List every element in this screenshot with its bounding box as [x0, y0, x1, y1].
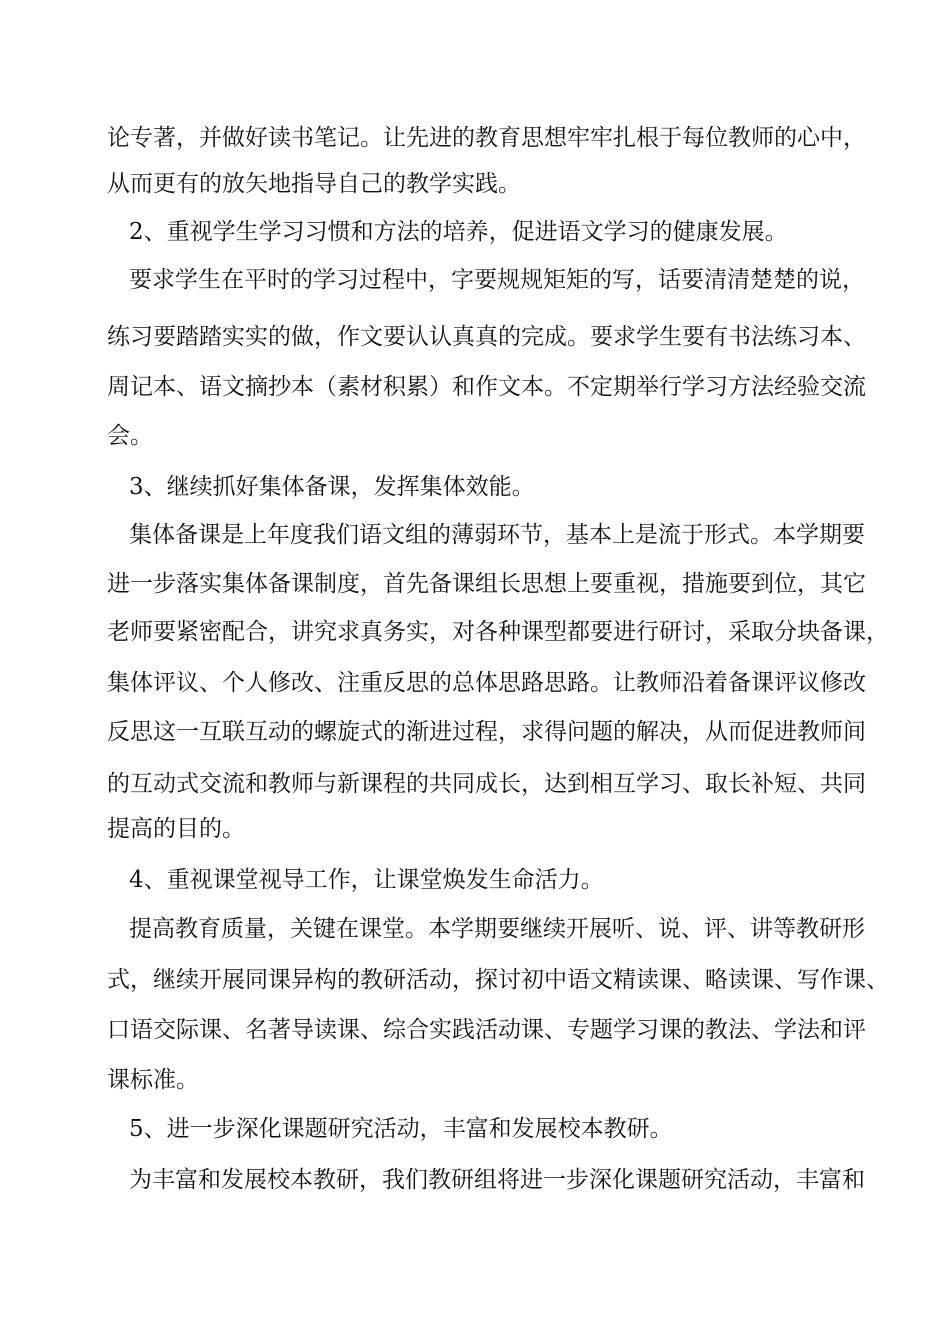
text-line: 课标准。	[107, 1067, 199, 1093]
text-line: 从而更有的放矢地指导自己的教学实践。	[107, 171, 521, 197]
text-line: 的互动式交流和教师与新课程的共同成长，达到相互学习、取长补短、共同	[107, 771, 866, 797]
text-line: 周记本、语文摘抄本（素材积累）和作文本。不定期举行学习方法经验交流	[107, 374, 866, 400]
section-heading: 4、重视课堂视导工作，让课堂焕发生命活力。	[129, 867, 604, 893]
text-line: 集体备课是上年度我们语文组的薄弱环节，基本上是流于形式。本学期要	[129, 522, 865, 548]
text-line: 集体评议、个人修改、注重反思的总体思路思路。让教师沿着备课评议修改	[107, 670, 866, 696]
text-line: 进一步落实集体备课制度，首先备课组长思想上要重视，措施要到位，其它	[107, 571, 866, 597]
text-line: 反思这一互联互动的螺旋式的渐进过程，求得问题的解决，从而促进教师间	[107, 719, 866, 745]
text-line: 为丰富和发展校本教研，我们教研组将进一步深化课题研究活动，丰富和	[129, 1167, 865, 1193]
text-line: 式，继续开展同课异构的教研活动，探讨初中语文精读课、略读课、写作课、	[107, 967, 889, 993]
section-heading: 3、继续抓好集体备课，发挥集体效能。	[129, 474, 535, 500]
text-line: 老师要紧密配合，讲究求真务实，对各种课型都要进行研讨，采取分块备课，	[107, 619, 889, 645]
section-heading: 5、进一步深化课题研究活动，丰富和发展校本教研。	[129, 1116, 673, 1142]
text-line: 要求学生在平时的学习过程中，字要规规矩矩的写，话要清清楚楚的说，	[129, 267, 865, 293]
text-line: 论专著，并做好读书笔记。让先进的教育思想牢牢扎根于每位教师的心中，	[107, 125, 866, 151]
text-line: 练习要踏踏实实的做，作文要认认真真的完成。要求学生要有书法练习本、	[107, 324, 866, 350]
section-heading: 2、重视学生学习习惯和方法的培养，促进语文学习的健康发展。	[129, 219, 788, 245]
text-line: 提高的目的。	[107, 816, 245, 842]
text-line: 口语交际课、名著导读课、综合实践活动课、专题学习课的教法、学法和评	[107, 1017, 866, 1043]
text-line: 会。	[107, 423, 153, 449]
text-line: 提高教育质量，关键在课堂。本学期要继续开展听、说、评、讲等教研形	[129, 916, 865, 942]
